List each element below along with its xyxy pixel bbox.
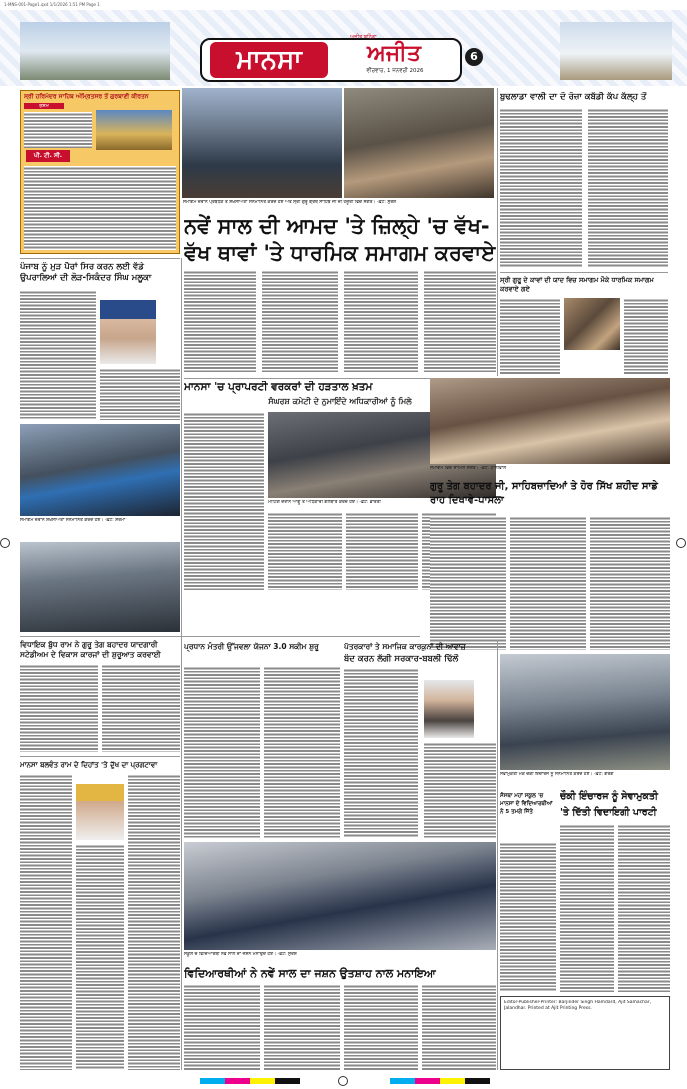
left-photo1-caption: ਸਮਾਗਮ ਦੌਰਾਨ ਸ਼ਖ਼ਸੀਅਤਾਂ ਸਨਮਾਨਿਤ ਕਰਦੇ ਹੋਏ। -ਫ਼ੋਟੋ: ਸ਼ਰਮਾ [20,518,126,523]
bottom-center-caption: ਸਕੂਲ ਦੇ ਵਿਦਿਆਰਥੀ ਨਵੇਂ ਸਾਲ ਦਾ ਜਸ਼ਨ ਮਨਾਉਂਦੇ ਹੋਏ। -ਫ਼ੋਟੋ: ਸੁਰੇਸ਼ [184,952,297,957]
registration-mark-bottom [338,1076,348,1086]
right-photo-1 [430,378,670,464]
center-story2-body-c [346,512,418,590]
divider [500,272,668,273]
masthead-edition-tag: ਅਜੀਤ ਬਠਿੰਡਾ [350,34,377,40]
ad-body [24,166,176,250]
lower-headline-e-small: ਸੰਸਥਾ ਮਹਾਂ ਸਕੂਲ 'ਚ ਮਾਨਸਾ ਦੇ ਵਿਦਿਆਰਥੀਆਂ ਨੇ 5 ਤਮਗੇ ਜਿੱਤੇ [500,793,553,815]
masthead-right-title: ਅਜੀਤ [367,41,421,66]
right-bottom-caption: ਸੇਵਾਮੁਕਤੀ ਮੌਕੇ ਚੌਕੀ ਇੰਚਾਰਜ ਨੂੰ ਸਨਮਾਨਿਤ ਕਰਦੇ ਹੋਏ। -ਫ਼ੋਟੋ: ਗਰਗ [500,772,614,777]
lower-headline-d: ਮਾਨਸਾ ਬਲਵੰਤ ਰਾਮ ਦੇ ਦਿਹਾਂਤ 'ਤੇ ਦੁੱਖ ਦਾ ਪ੍ਰਗਟਾਵਾ [20,761,158,769]
top-photo-2 [344,88,494,198]
top-photo-1 [182,88,342,198]
lower-left-body-b [102,664,180,752]
divider [20,636,420,637]
ad-badge: ਪੀ. ਟੀ. ਸੀ. [26,150,70,162]
main-story-col2 [262,270,338,372]
right-story1-headline: ਬੁਢਲਾਡਾ ਵਾਲੀ ਦਾ ਦੋ ਰੋਜ਼ਾ ਕਬੱਡੀ ਕੱਪ ਕੱਲ੍ਹ ਤੋਂ [500,92,647,102]
ad-title: ਸ੍ਰੀ ਹਰਿਮੰਦਰ ਸਾਹਿਬ ਅੰਮ੍ਰਿਤਸਰ ਤੋਂ ਗੁਰਬਾਣੀ ਕੀਰਤਨ [24,93,149,100]
masthead-left-title: ਮਾਨਸਾ [210,42,328,78]
bottom-center-body-d [422,984,496,1070]
header-photo-left [20,22,170,80]
lower-headline-e1: ਚੌਕੀ ਇੰਚਾਰਜ ਨੂੰ ਸੇਵਾਮੁਕਤੀ [560,791,658,802]
main-story-col3 [344,270,418,372]
masthead-date: ਵੀਰਵਾਰ, 1 ਜਨਵਰੀ 2026 [366,68,424,74]
lower-left-d-body-a [20,774,72,1070]
center-story2-body-a [184,412,264,590]
right-story3-body-a [430,516,506,650]
center-story2-body-b [268,512,342,590]
main-story-col1 [184,270,256,372]
center-photo-caption: ਮੀਟਿੰਗ ਦੌਰਾਨ ਆਗੂ ਤੇ ਅਧਿਕਾਰੀ ਗੱਲਬਾਤ ਕਰਦੇ ਹੋਏ। -ਫ਼ੋਟੋ: ਭਾਰਤੀ [268,500,381,505]
ad-text [24,112,92,148]
column-rule [181,258,182,1070]
page-number: 6 [465,48,483,66]
bottom-center-body-c [344,984,418,1070]
lower-cr-body-b [424,742,496,838]
right-story3-body-b [510,516,586,650]
right-bottom-body-b [560,824,614,992]
top-photo-caption: ਸਮਾਗਮ ਦੌਰਾਨ ਪ੍ਰਬੰਧਕ ਤੇ ਸ਼ਖ਼ਸੀਅਤਾਂ ਸਨਮਾਨਿਤ ਕਰਦੇ ਹੋਏ ਅਤੇ ਸ੍ਰੀ ਗੁਰੂ ਗ੍ਰੰਥ ਸਾਹਿਬ ਜੀ ਦੀ ਹਜ਼ੂਰੀ ਵਿਚ ਸੰਗਤ। -ਫ਼ੋਟੋ: ਸੁਰੇਸ਼ [183,200,397,205]
main-headline-line2: ਵੱਖ ਥਾਵਾਂ 'ਤੇ ਧਾਰਮਿਕ ਸਮਾਗਮ ਕਰਵਾਏ [184,241,496,265]
registration-mark-right [676,538,686,548]
left-story1-portrait [100,300,156,364]
left-photo-2 [20,542,180,632]
main-headline-line1: ਨਵੇਂ ਸਾਲ ਦੀ ਆਮਦ 'ਤੇ ਜ਼ਿਲ੍ਹੇ 'ਚ ਵੱਖ- [184,214,490,238]
lower-headline-c1: ਪੱਤਰਕਾਰਾਂ ਤੇ ਸਮਾਜਿਕ ਕਾਰਕੁਨਾਂ ਦੀ ਆਵਾਜ਼ [344,642,466,651]
right-story2-headline: ਸ੍ਰੀ ਗੁਰੂ ਦੇ ਕਾਵਾਂ ਦੀ ਯਾਦ ਵਿਚ ਸਮਾਗਮ ਮੌਕੇ ਧਾਰਮਿਕ ਸਮਾਗਮ ਕਰਵਾਏ ਗਏ [500,276,654,293]
divider [20,756,180,757]
divider [20,258,180,259]
right-story1-body-b [588,108,668,268]
left-story1-headline: ਪੰਜਾਬ ਨੂੰ ਮੁੜ ਪੈਰਾਂ ਸਿਰ ਕਰਨ ਲਈ ਵੱਡੇ ਉਪਰਾਲਿਆਂ ਦੀ ਲੋੜ-ਸਿਕੰਦਰ ਸਿੰਘ ਮਲੂਕਾ [20,262,152,283]
header-photo-right [560,22,672,80]
lower-center-body-b [264,666,340,838]
right-story1-body-a [500,108,582,268]
lower-headline-a: ਵਿਧਾਇਕ ਬੁੱਧ ਰਾਮ ਨੇ ਗੁਰੂ ਤੇਗ ਬਹਾਦਰ ਯਾਦਗਾਰੀ ਸਟੇਡੀਅਮ ਦੇ ਵਿਕਾਸ ਕਾਰਜਾਂ ਦੀ ਸ਼ੁਰੂਆਤ ਕਰਵਾਈ [20,640,161,659]
lower-headline-b: ਪ੍ਰਧਾਨ ਮੰਤਰੀ ਉੱਜਵਲਾ ਯੋਜਨਾ 3.0 ਸਕੀਮ ਸ਼ੁਰੂ [184,642,319,651]
imprint-text: Editor-Publisher-Printer: Barjinder Singh Hamdard, Ajit Samachar, Jalandhar. Printed at Ajit Printing Press. [504,1000,652,1011]
right-bottom-photo [500,654,670,770]
lower-headline-f: ਵਿਦਿਆਰਥੀਆਂ ਨੇ ਨਵੇਂ ਸਾਲ ਦਾ ਜਸ਼ਨ ਉਤਸ਼ਾਹ ਨਾਲ ਮਨਾਇਆ [184,967,436,980]
center-story2-subhead: ਸੰਘਰਸ਼ ਕਮੇਟੀ ਦੇ ਨੁਮਾਇੰਦੇ ਅਧਿਕਾਰੀਆਂ ਨੂੰ ਮਿਲੇ [268,397,412,406]
lower-center-body-a [184,666,260,838]
right-story2-body-a [500,298,560,374]
right-bottom-body-c [618,824,670,992]
left-story1-body-b [100,368,180,420]
right-story3-body-c [590,516,670,650]
right-bottom-body-a [500,842,556,992]
ad-image [96,110,172,150]
print-slug: 1-MNS-001-Page1.qxd 1/1/2026 1:51 PM Page 1 [4,2,100,7]
registration-mark-left [0,538,10,548]
lower-left-d-body-c [128,774,180,1070]
lower-cr-portrait [424,680,474,738]
color-bar [390,1078,490,1084]
bottom-center-photo [184,842,496,950]
center-story2-headline: ਮਾਨਸਾ 'ਚ ਪ੍ਰਾਪਰਟੀ ਵਰਕਰਾਂ ਦੀ ਹੜਤਾਲ ਖ਼ਤਮ [184,381,373,393]
lower-left-body-a [20,664,98,752]
lower-left-d-portrait [76,784,124,840]
color-bar [200,1078,300,1084]
lower-left-d-body-b [76,844,124,1070]
right-story2-photo [564,298,620,350]
lower-cr-body-a [344,668,418,838]
imprint-box [500,996,670,1070]
bottom-center-body-b [264,984,340,1070]
right-story3-headline: ਗੁਰੂ ਤੇਗ ਬਹਾਦਰ ਜੀ, ਸਾਹਿਬਜ਼ਾਦਿਆਂ ਤੇ ਹੋਰ ਸਿੱਖ ਸ਼ਹੀਦ ਸਾਡੇ ਰਾਹ ਦਿਖਾਵੇ-ਪਾਸਲਾ [430,481,658,506]
left-story1-body-a [20,290,96,420]
lower-headline-e2: 'ਤੇ ਦਿੱਤੀ ਵਿਦਾਇਗੀ ਪਾਰਟੀ [560,807,657,818]
left-photo-1 [20,424,180,516]
ad-subtitle: ਰਸ਼ਮ [24,103,64,109]
column-rule [497,640,498,1070]
right-photo1-caption: ਸਮਾਗਮ ਵਿਚ ਸ਼ਾਮਿਲ ਸੰਗਤ। -ਫ਼ੋਟੋ: ਧਾਲੀਵਾਲ [430,466,507,471]
column-rule [497,88,498,376]
bottom-center-body-a [184,984,260,1070]
main-story-col4 [424,270,496,372]
lower-headline-c2: ਬੰਦ ਕਰਨ ਲੱਗੀ ਸਰਕਾਰ-ਬਬਲੀ ਢਿੱਲੋਂ [344,654,459,664]
right-story2-body-b [624,298,668,374]
